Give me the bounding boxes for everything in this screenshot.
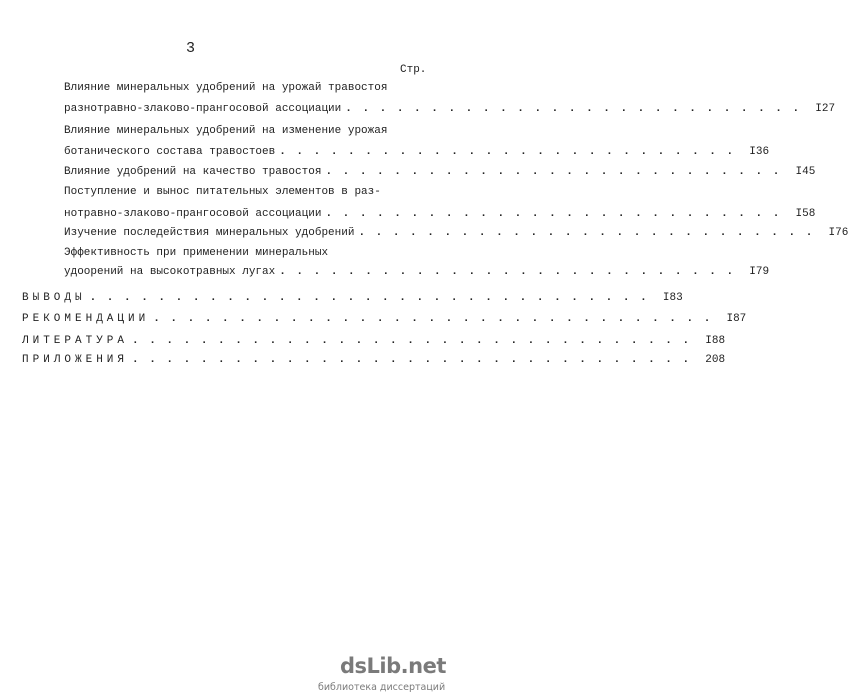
toc-entry	[64, 245, 328, 261]
toc-entry-page: I45	[795, 166, 816, 178]
toc-entry-text: нотравно-злаково-прангосовой ассоциации	[64, 208, 322, 220]
site-logo[interactable]	[318, 654, 446, 694]
toc-entry-text: удоорений на высокотравных лугах	[64, 266, 276, 278]
toc-entry	[64, 206, 816, 222]
site-logo-tagline: библиотека диссертаций	[318, 682, 446, 693]
toc-leader-dots: . . . . . . . . . . . . . . . . . . . . . . . . . . .	[345, 103, 802, 115]
toc-entry-page: I79	[749, 266, 770, 278]
toc-leader-dots: . . . . . . . . . . . . . . . . . . . . . . . . . . .	[325, 208, 782, 220]
toc-entry	[64, 123, 387, 139]
toc-entry-text: Влияние удобрений на качество травостоя	[64, 166, 322, 178]
toc-entry-page: I58	[795, 208, 816, 220]
toc-leader-dots: . . . . . . . . . . . . . . . . . . . . . . . . . . .	[279, 266, 736, 278]
toc-entry	[22, 311, 747, 327]
toc-entry-page: I27	[815, 103, 836, 115]
page-number: 3	[186, 40, 196, 57]
toc-entry-page: 208	[705, 354, 726, 366]
toc-entry-text: разнотравно-злаково-прангосовой ассоциации	[64, 103, 342, 115]
toc-entry	[64, 144, 770, 160]
page-column-label: Стр.	[400, 64, 427, 76]
toc-leader-dots: . . . . . . . . . . . . . . . . . . . . . . . . . . . . . . . . .	[132, 335, 692, 347]
toc-leader-dots: . . . . . . . . . . . . . . . . . . . . . . . . . . . . . . . . .	[132, 354, 692, 366]
toc-entry-page: I88	[705, 335, 726, 347]
toc-entry-page: I36	[749, 146, 770, 158]
toc-entry	[22, 333, 726, 349]
site-logo-text: dsLib.net	[340, 654, 446, 678]
toc-entry-text: Поступление и вынос питательных элементов в раз-	[64, 186, 381, 198]
toc-leader-dots: . . . . . . . . . . . . . . . . . . . . . . . . . . .	[279, 146, 736, 158]
toc-entry-text: ЛИТЕРАТУРА	[22, 335, 129, 347]
toc-entry-page: I83	[662, 292, 683, 304]
toc-entry-page: I76	[828, 227, 848, 239]
toc-entry-text: Эффективность при применении минеральных	[64, 247, 329, 259]
toc-entry	[64, 225, 848, 241]
toc-leader-dots: . . . . . . . . . . . . . . . . . . . . . . . . . . .	[325, 166, 782, 178]
toc-entry-text: Влияние минеральных удобрений на урожай травостоя	[64, 82, 388, 94]
toc-entry-text: Влияние минеральных удобрений на изменение урожая	[64, 125, 388, 137]
toc-entry	[64, 101, 836, 117]
toc-entry-text: ботанического состава травостоев	[64, 146, 276, 158]
toc-entry-text: Изучение последействия минеральных удобрений	[64, 227, 355, 239]
toc-entry-page: I87	[726, 313, 747, 325]
toc-entry-text: ВЫВОДЫ	[22, 292, 86, 304]
toc-entry	[22, 290, 683, 306]
toc-entry	[22, 352, 726, 368]
toc-leader-dots: . . . . . . . . . . . . . . . . . . . . . . . . . . . . . . . . .	[89, 292, 649, 304]
toc-leader-dots: . . . . . . . . . . . . . . . . . . . . . . . . . . . . . . . . .	[153, 313, 713, 325]
toc-entry-text: РЕКОМЕНДАЦИИ	[22, 313, 150, 325]
toc-entry	[64, 184, 381, 200]
toc-entry	[64, 164, 816, 180]
toc-leader-dots: . . . . . . . . . . . . . . . . . . . . . . . . . . .	[358, 227, 815, 239]
toc-entry	[64, 80, 387, 96]
toc-entry	[64, 264, 770, 280]
toc-entry-text: ПРИЛОЖЕНИЯ	[22, 354, 129, 366]
